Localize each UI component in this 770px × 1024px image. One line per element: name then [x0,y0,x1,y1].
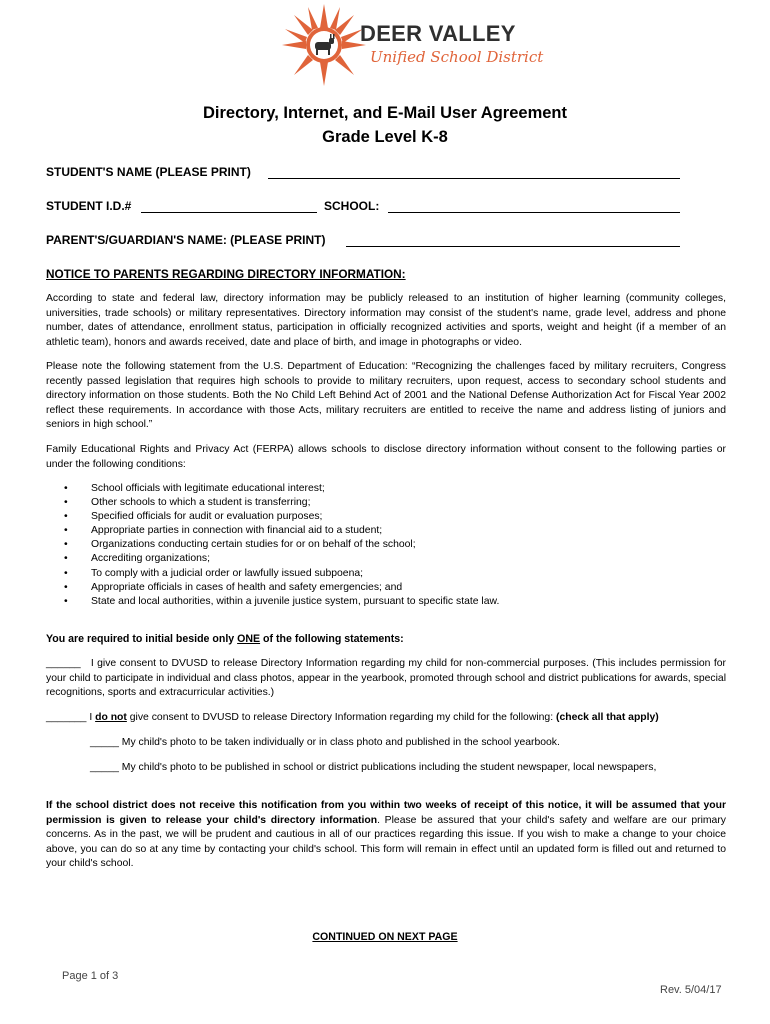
list-item [64,538,499,552]
notice-paragraph-2: Please note the following statement from the U.S. Department of Education: “Recognizing the challenges faced by military recruiters, Congress recently passed legislation that requires high schools to provide to military recruiters, upon request, access to secondary school students and directory information on those students. Both the No Child Left Behind Act of 2001 and the National Defense Authorization Act for Fiscal Year 2002 reflect these requirements. In accordance with those Acts, military recruiters are entitled to receive the name and address listing of juniors and seniors in high school.” [46,361,726,431]
document-title: Directory, Internet, and E-Mail User Agreement [202,104,567,122]
notice-paragraph-3: Family Educational Rights and Privacy Act (FERPA) allows schools to disclose directory information without consent to the following parties or under the following conditions: [46,444,726,470]
notice-paragraph-1: According to state and federal law, directory information may be publicly released to an institution of higher learning (community colleges, universities, trade schools) or military representatives. Directory information may consist of the student's name, grade level, address and phone number, dates of attendance, enrollment status, participation in officially recognized activities and sports, weight and height (if a member of an athletic team), honors and awards received, date and place of birth, and image in photographs or video. [46,293,726,348]
list-item [64,567,499,581]
bullet-glyph: • [64,511,68,523]
closing-rest-text: . Please be assured that your child's safety and welfare are our primary concerns. As in the past, we will be prudent and cautious in all of our practices regarding this issue. If you wish to make a change to your choice above, you can do so at any time by contacting your child's school. This form will remain in effect until an updated form is filled out and returned to your child's school. [46,814,726,870]
school-label: SCHOOL: [324,199,380,213]
intro-text-pre: You are required to initial beside only [46,633,238,645]
consent-option-2-do-not: do not [95,712,127,723]
consent-option-2-initial-blank[interactable]: _______ [46,712,87,723]
list-item-text: Organizations conducting certain studies for or on behalf of the school; [91,539,416,551]
consent-option-2-text: give consent to DVUSD to release Directory Information regarding my child for the following: [129,712,554,723]
closing-bold-text: If the school district does not receive this notification from you within two weeks of receipt of this notice, it will be assumed that your permission is given to release your child's directory information [46,800,726,826]
consent-option-2-check-note: (check all that apply) [555,712,659,723]
parent-name-label: PARENT'S/GUARDIAN'S NAME: (PLEASE PRINT) [46,233,326,247]
intro-text-one: ONE [237,633,261,645]
notice-heading: NOTICE TO PARENTS REGARDING DIRECTORY INFORMATION: [46,267,406,281]
consent-suboption-1-blank[interactable]: _____ [90,737,119,748]
consent-option-1-text: I give consent to DVUSD to release Directory Information regarding my child for non-commercial purposes. (This includes permission for your child to participate in individual and class photos, appear in the yearbook, promoted through school and district publications for awards, special recognitions, sports and extracurricular activities.) [46,658,726,699]
consent-suboption-1 [90,737,560,748]
list-item [64,482,499,496]
bullet-glyph: • [64,567,68,579]
closing-paragraph [46,799,726,872]
student-name-label: STUDENT'S NAME (PLEASE PRINT) [46,165,251,179]
consent-suboption-2-text: My child's photo to be published in school or district publications including the student newspaper, local newspapers, [121,762,657,773]
list-item [64,595,499,609]
list-item-text: Other schools to which a student is transferring; [91,497,311,509]
parent-name-field[interactable] [346,246,680,247]
consent-suboption-2 [90,762,656,773]
list-item [64,496,499,510]
logo-district-subtitle: Unified School District [370,48,544,66]
district-logo [282,2,544,88]
consent-option-1-initial-blank[interactable]: ______ [46,658,81,669]
consent-suboption-1-text: My child's photo to be taken individually or in class photo and published in the school yearbook. [121,737,560,748]
bullet-glyph: • [64,553,68,565]
statements-intro [46,633,404,645]
logo-district-name: DEER VALLEY [360,21,516,46]
consent-suboption-2-blank[interactable]: _____ [90,762,119,773]
consent-option-2 [46,712,659,723]
consent-option-2-i: I [89,712,93,723]
continued-notice: CONTINUED ON NEXT PAGE [312,931,458,943]
intro-text-post: of the following statements: [260,633,404,645]
student-id-label: STUDENT I.D.# [46,199,132,213]
list-item-text: Accrediting organizations; [91,553,210,565]
list-item [64,524,499,538]
bullet-glyph: • [64,539,68,551]
sun-logo-icon [282,2,366,88]
bullet-glyph: • [64,525,68,537]
consent-option-1 [46,657,726,701]
list-item [64,581,499,595]
list-item-text: State and local authorities, within a juvenile justice system, pursuant to specific state law. [91,595,500,607]
list-item [64,552,499,566]
page-number: Page 1 of 3 [62,970,119,982]
bullet-glyph: • [64,497,68,509]
list-item [64,510,499,524]
document-subtitle: Grade Level K-8 [322,128,448,146]
list-item-text: Appropriate parties in connection with financial aid to a student; [91,525,383,537]
revision-date: Rev. 5/04/17 [660,984,722,996]
bullet-glyph: • [64,581,68,593]
list-item-text: School officials with legitimate educational interest; [91,483,325,494]
list-item-text: Specified officials for audit or evaluation purposes; [91,511,323,523]
student-name-field[interactable] [268,178,680,179]
list-item-text: Appropriate officials in cases of health and safety emergencies; and [91,581,403,593]
student-id-field[interactable] [141,212,317,213]
bullet-glyph: • [64,483,68,494]
list-item-text: To comply with a judicial order or lawfully issued subpoena; [91,567,364,579]
school-field[interactable] [388,212,680,213]
bullet-glyph: • [64,595,68,607]
ferpa-conditions-list [64,482,499,609]
